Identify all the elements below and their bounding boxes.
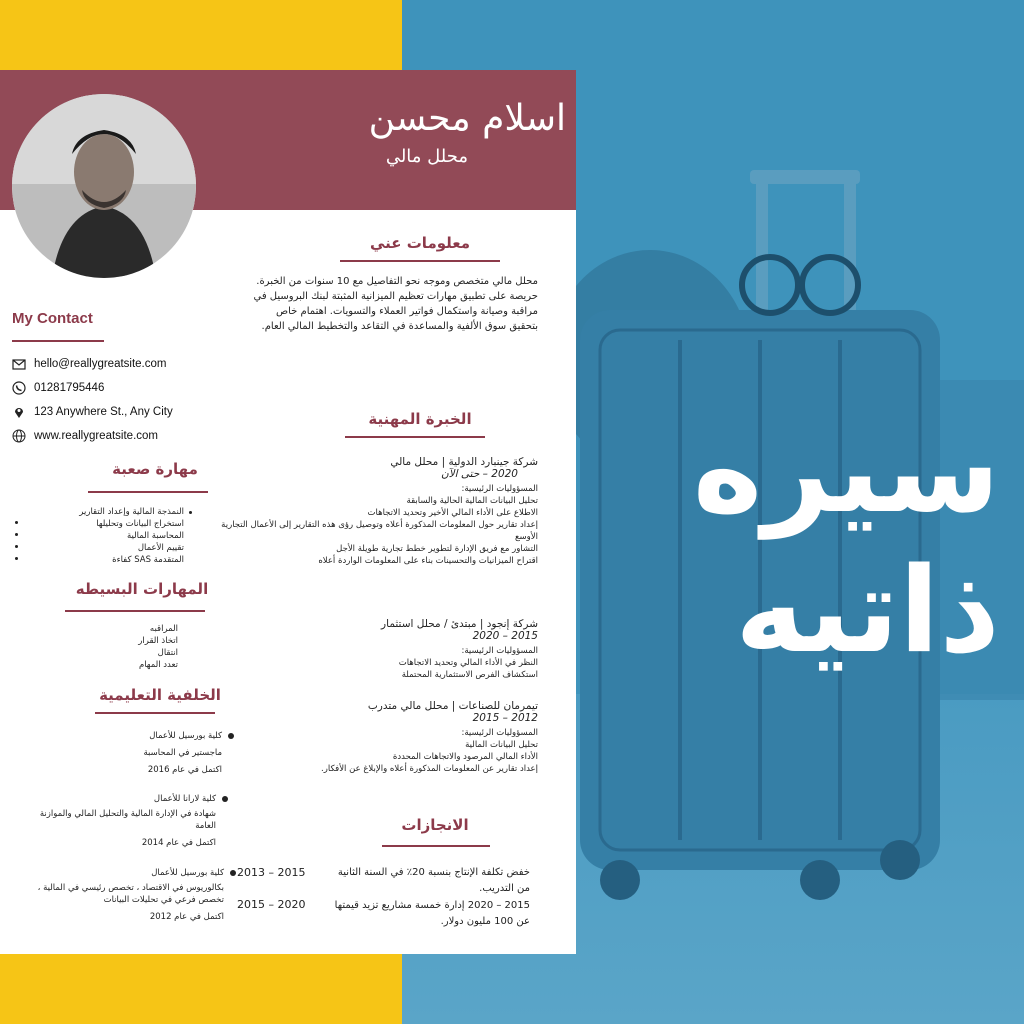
hard-skills-heading: مهارة صعبة xyxy=(112,460,198,478)
list-item: انتقال xyxy=(157,648,178,658)
list-item: اتخاذ القرار xyxy=(138,636,178,646)
contact-website[interactable]: www.reallygreatsite.com xyxy=(12,429,158,443)
soft-skills-heading: المهارات البسيطه xyxy=(75,580,209,598)
timeline-dot xyxy=(222,796,228,802)
list-item: المتقدمة SAS كفاءة xyxy=(112,555,184,565)
list-item: المراقبه xyxy=(149,624,178,634)
about-text: محلل مالي متخصص وموجه نحو التفاصيل مع 10 سنوات من الخبرة. حريصة على تطبيق مهارات تعظيم الميزانية المثبتة لبنك البروسيل في مراقبة وصيانة واستكمال فواتير العملاء والتسويات. اهتمام خاص بتحقيق سوق الألفية والمساعدة في التقاعد والتخطيط المالي العام. xyxy=(253,276,538,332)
job-dates: 2012 – 2015 xyxy=(472,712,538,724)
contact-address: 123 Anywhere St., Any City xyxy=(12,405,173,419)
bullet xyxy=(189,511,192,514)
job-entry: شركة إنجود | مبتدئ / محلل استثمار 2015 – 2020 المسؤوليات الرئيسية: النظر في الأداء المالي وتحديد الاتجاهات استكشاف الفرص الاستثمارية المحتملة xyxy=(238,618,538,681)
contact-heading: My Contact xyxy=(12,310,93,327)
portrait-image xyxy=(12,94,196,278)
job-title: شركة إنجود | مبتدئ / محلل استثمار xyxy=(381,618,538,630)
achievement-item: 2015 – 2020 إدارة خمسة مشاريع تزيد قيمتها عن 100 مليون دولار. xyxy=(334,900,530,927)
job-entry: تيمرمان للصناعات | محلل مالي متدرب 2012 – 2015 المسؤوليات الرئيسية: تحليل البيانات المالية الأداء المالي المرصود والاتجاهات المحددة إعداد تقارير عن المعلومات المذكورة أعلاه والإبلاغ عن الأفكار. xyxy=(218,700,538,775)
experience-rule xyxy=(345,436,485,438)
cv-title-line2: ذاتيه xyxy=(734,541,1000,679)
location-pin-icon xyxy=(12,405,26,419)
profile-photo xyxy=(12,94,196,278)
job-dates: 2015 – 2020 xyxy=(472,630,538,642)
person-role: محلل مالي xyxy=(385,146,468,167)
bullet xyxy=(15,545,18,548)
experience-heading: الخبرة المهنية xyxy=(368,410,472,428)
phone-icon xyxy=(12,381,26,395)
bullet xyxy=(15,533,18,536)
job-title: تيمرمان للصناعات | محلل مالي متدرب xyxy=(367,700,538,712)
achievements-rule xyxy=(382,845,490,847)
bullet xyxy=(15,521,18,524)
job-entry: شركة جينبارد الدولية | محلل مالي 2020 – حتى الآن المسؤوليات الرئيسية: تحليل البيانات المالية الحالية والسابقة الاطلاع على الأداء المالي الأخير وتحديد الاتجاهات إعداد تقارير حول المعلومات المذكورة أعلاه وتوصيل رؤى هذه التقارير إلى الأعمال التجارية الأوسع التشاور مع فريق الإدارة لتطوير خطط تجارية طويلة الأجل اقتراح الميزانيات والتحسينات بناء على المعلومات الواردة أعلاه xyxy=(198,456,538,567)
timeline-dot xyxy=(230,870,236,876)
hard-skills-rule xyxy=(88,491,208,493)
contact-email[interactable]: hello@reallygreatsite.com xyxy=(12,357,166,371)
education-item: كلية بورسيل للأعمال ماجستير في المحاسبة اكتمل في عام 2016 xyxy=(143,731,222,775)
bullet xyxy=(15,557,18,560)
list-item: تقييم الأعمال xyxy=(137,543,184,553)
job-dates: 2020 – حتى الآن xyxy=(440,468,518,480)
contact-phone[interactable]: 01281795446 xyxy=(12,381,104,395)
about-heading: معلومات عني xyxy=(369,234,471,252)
education-heading: الخلفية التعليمية xyxy=(99,686,221,704)
list-item: تعدد المهام xyxy=(138,660,178,670)
cv-title-line1: سيره xyxy=(692,401,1000,539)
globe-icon xyxy=(12,429,26,443)
education-item: كلية لارانا للأعمال شهادة في الإدارة المالية والتحليل المالي والموازنة العامة اكتمل في عام 2014 xyxy=(39,794,216,848)
achievement-item: خفض تكلفة الإنتاج بنسبة 20٪ في السنة الثانية من التدريب. xyxy=(337,867,530,894)
cv-title xyxy=(600,400,1000,680)
list-item: المحاسبة المالية xyxy=(126,531,184,541)
envelope-icon xyxy=(12,357,26,371)
list-item: النمذجة المالية وإعداد التقارير xyxy=(79,507,184,517)
about-rule xyxy=(340,260,500,262)
list-item: استخراج البيانات وتحليلها xyxy=(96,519,184,529)
job-title: شركة جينبارد الدولية | محلل مالي xyxy=(390,456,538,468)
hard-skills-list xyxy=(4,506,184,566)
soft-skills-list xyxy=(58,623,178,671)
contact-rule xyxy=(12,340,104,342)
person-name: اسلام محسن xyxy=(368,98,566,139)
resume-page xyxy=(0,70,576,954)
education-rule xyxy=(95,712,215,714)
achievement-years: 2015 – 2020 xyxy=(237,898,306,911)
soft-skills-rule xyxy=(65,610,205,612)
achievements-heading: الانجازات xyxy=(401,816,469,834)
achievement-years: 2013 – 2015 xyxy=(237,866,306,879)
education-item: كلية بورسيل للأعمال بكالوريوس في الاقتصاد ، تخصص رئيسي في المالية ، تخصص فرعي في تحليلات البيانات اكتمل في عام 2012 xyxy=(37,868,224,922)
